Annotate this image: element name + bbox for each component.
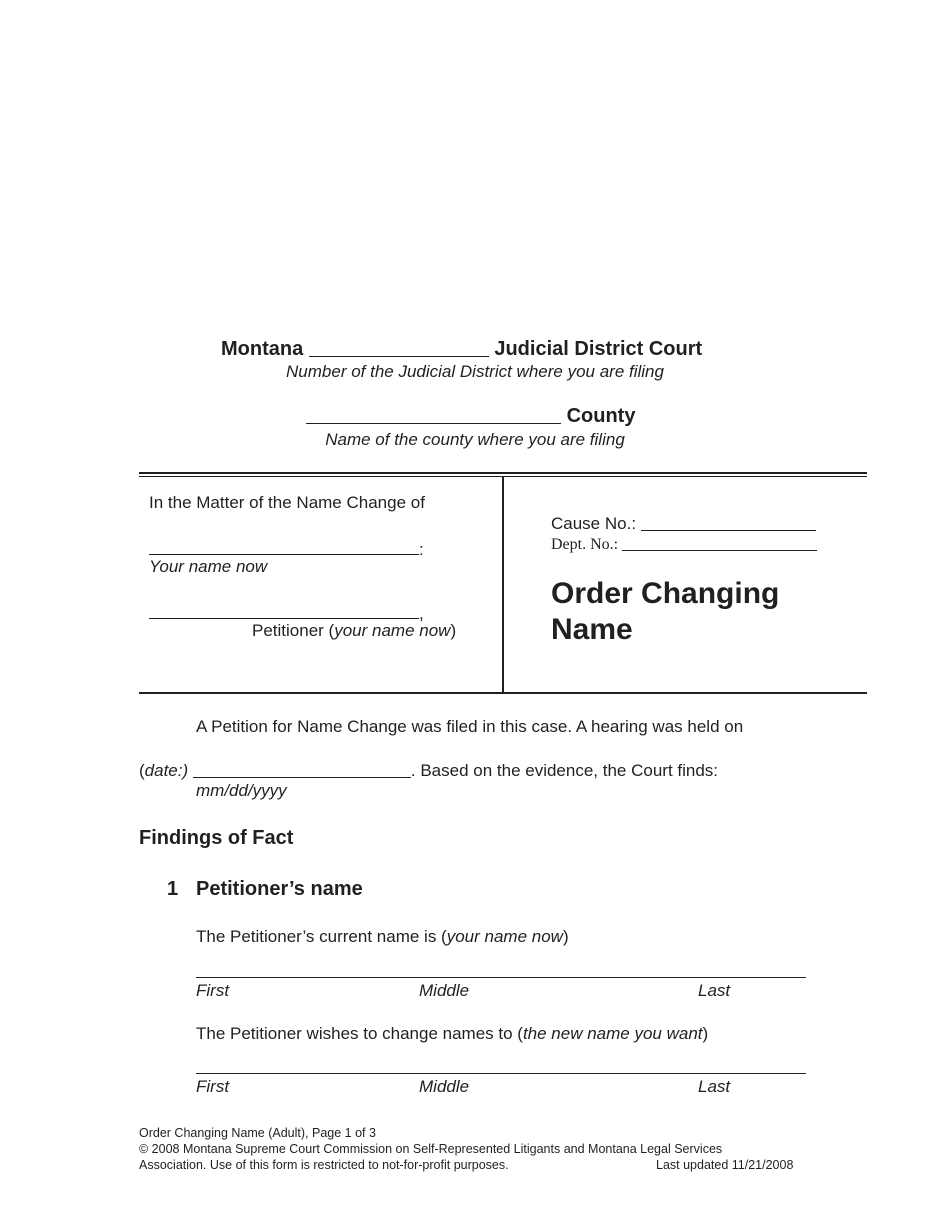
county-name-field[interactable] — [306, 405, 561, 424]
county-heading — [306, 405, 635, 428]
section-heading: Findings of Fact — [139, 827, 294, 849]
document-title: Order Changing Name — [551, 577, 780, 646]
footer-last-updated: Last updated 11/21/2008 — [656, 1158, 794, 1172]
footer-usage: Association. Use of this form is restricted to not-for-profit purposes. — [139, 1158, 509, 1172]
comma: , — [419, 604, 424, 623]
petitioner-hint: your name now — [334, 621, 451, 640]
new-name-hint: the new name you want — [522, 1024, 703, 1043]
new-middle-label: Middle — [419, 1077, 470, 1096]
date-label: date:) — [144, 761, 189, 780]
petitioner-name-field-2[interactable] — [149, 601, 419, 619]
petitioner-name-field[interactable] — [149, 537, 419, 555]
date-format-hint: mm/dd/yyyy — [196, 781, 287, 800]
item-number: 1 — [167, 878, 179, 900]
new-name-text: The Petitioner wishes to change names to (the new name you want) — [196, 1024, 709, 1043]
new-name-field[interactable] — [196, 1073, 806, 1074]
dept-no-label: Dept. No.: — [551, 536, 619, 553]
colon: : — [419, 540, 424, 559]
county-hint: Name of the county where you are filing — [325, 430, 625, 449]
cause-no — [551, 514, 816, 534]
new-first-label: First — [196, 1077, 230, 1096]
name-hint: Your name now — [149, 557, 268, 576]
court-heading — [221, 338, 702, 361]
caption-top-rule — [139, 472, 867, 474]
matter-label: In the Matter of the Name Change of — [149, 493, 425, 512]
intro-text: A Petition for Name Change was filed in this case. A hearing was held on — [196, 717, 744, 736]
current-name-hint: your name now — [446, 927, 563, 946]
current-last-label: Last — [698, 981, 731, 1000]
current-name-text: The Petitioner’s current name is (your name now) — [196, 927, 569, 946]
cause-no-label: Cause No.: — [551, 514, 637, 533]
petitioner-label: Petitioner (your name now) — [252, 621, 457, 640]
district-hint: Number of the Judicial District where you are filing — [286, 362, 664, 381]
item-heading: Petitioner’s name — [196, 878, 363, 900]
district-number-field[interactable] — [309, 338, 489, 357]
current-first-label: First — [196, 981, 230, 1000]
dept-no-field[interactable] — [622, 536, 817, 551]
cause-no-field[interactable] — [641, 514, 816, 531]
new-last-label: Last — [698, 1077, 731, 1096]
state-name: Montana — [221, 338, 304, 360]
hearing-date-field[interactable] — [193, 760, 411, 778]
footer-copyright: © 2008 Montana Supreme Court Commission on Self-Represented Litigants and Montana Legal Services — [139, 1142, 723, 1156]
current-name-field[interactable] — [196, 977, 806, 978]
footer-page-info: Order Changing Name (Adult), Page 1 of 3 — [139, 1126, 376, 1140]
caption-divider — [502, 476, 504, 693]
caption-bottom-rule — [139, 692, 867, 694]
court-name: Judicial District Court — [494, 338, 703, 360]
current-middle-label: Middle — [419, 981, 470, 1000]
county-label: County — [566, 405, 636, 427]
date-line: (date:) . Based on the evidence, the Court finds: — [139, 761, 719, 780]
dept-no — [551, 536, 817, 554]
